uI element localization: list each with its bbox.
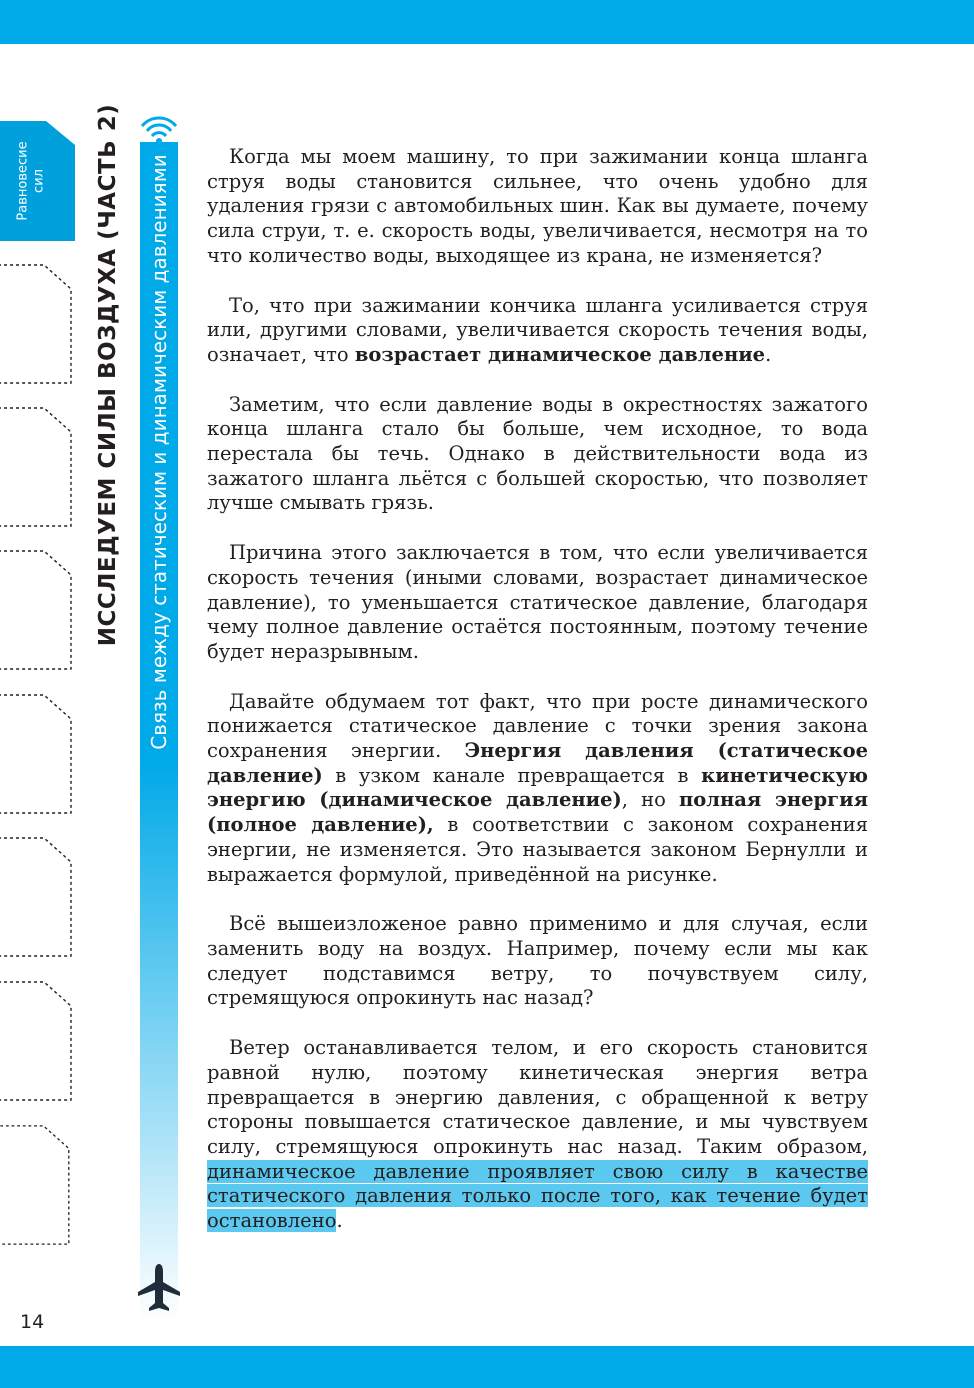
highlighted-text: динамическое давление проявляет свою силу в качестве статического давления только после того, как течение будет остановлено [207, 1159, 868, 1233]
signal-waves-icon [139, 112, 179, 144]
paragraph: Ветер останавливается телом, и его скорость становится равной нулю, поэтому кинетическая энергия ветра превращается в энергию давления, с обращенной к ветру стороны повышается статическое давление, и мы чувствуем силу, стремящуюся опрокинуть нас назад. Таким образом, динамическое давление проявляет свою силу в качестве статического давления только после того, как течение будет остановлено. [207, 1036, 868, 1233]
article-body [207, 145, 868, 1259]
paragraph: То, что при зажимании кончика шланга усиливается струя или, другими словами, увеличивается скорость течения воды, означает, что возрастает динамическое давление. [207, 293, 868, 366]
paragraph: Заметим, что если давление воды в окрестностях зажатого конца шланга стало бы больше, чем исходное, то вода перестала бы течь. Однако в действительности вода из зажатого шланга льётся с большей скоростью, что позволяет лучше смывать грязь. [207, 392, 868, 515]
chapter-tab-label-line1: Равновесие [16, 141, 31, 221]
bold-term: Энергия давления (статическое давление) [207, 739, 868, 787]
chapter-tab-empty[interactable] [0, 549, 73, 671]
paragraph: Давайте обдумаем тот факт, что при росте динамического понижается статическое давление с точки зрения закона сохранения энергии. Энергия давления (статическое давление) в узком канале превращается в кинетическую энергию (динамическое давление), но полная энергия (полное давление), в соответствии с законом сохранения энергии, не изменяется. Это называется законом Бернулли и выражается формулой, приведённой на рисунке. [207, 689, 868, 886]
chapter-title: ИССЛЕДУЕМ СИЛЫ ВОЗДУХА (ЧАСТЬ 2) [95, 103, 122, 647]
bold-term: кинетическую энергию (динамическое давление) [207, 763, 868, 812]
chapter-tab-empty[interactable] [0, 406, 73, 528]
paragraph: Причина этого заключается в том, что если увеличивается скорость течения (иными словами, возрастает динамическое давление), то уменьшается статическое давление, благодаря чему полное давление остаётся постоянным, поэтому течение будет неразрывным. [207, 541, 868, 663]
chapter-tab-empty[interactable] [0, 263, 73, 385]
paragraph: Всё вышеизложеное равно применимо и для случая, если заменить воду на воздух. Например, почему если мы как следует подставимся ветру, то почувствуем силу, стремящуюся опрокинуть нас назад? [207, 912, 868, 1010]
chapter-tab-empty[interactable] [0, 836, 73, 958]
page-number: 14 [20, 1311, 45, 1333]
section-subtitle: Связь между статическим и динамическим давлениями [147, 154, 172, 750]
bold-term: полная энергия (полное давление), [207, 788, 868, 837]
top-banner [0, 0, 974, 44]
chapter-tab-label-line2: сил [32, 169, 47, 193]
chapter-tab-label[interactable] [12, 121, 52, 241]
paragraph: Когда мы моем машину, то при зажимании конца шланга струя воды становится сильнее, что очень удобно для удаления грязи с автомобильных шин. Как вы думаете, почему сила струи, т. е. скорость воды, увеличивается, несмотря на то что количество воды, выходящее из крана, не изменяется? [207, 145, 868, 267]
chapter-tab-empty[interactable] [0, 980, 73, 1102]
bottom-banner [0, 1346, 974, 1388]
airplane-icon [136, 1262, 182, 1314]
bold-term: возрастает динамическое давление [354, 342, 766, 366]
chapter-tab-empty[interactable] [0, 693, 73, 815]
chapter-tab-empty[interactable] [0, 1124, 73, 1246]
